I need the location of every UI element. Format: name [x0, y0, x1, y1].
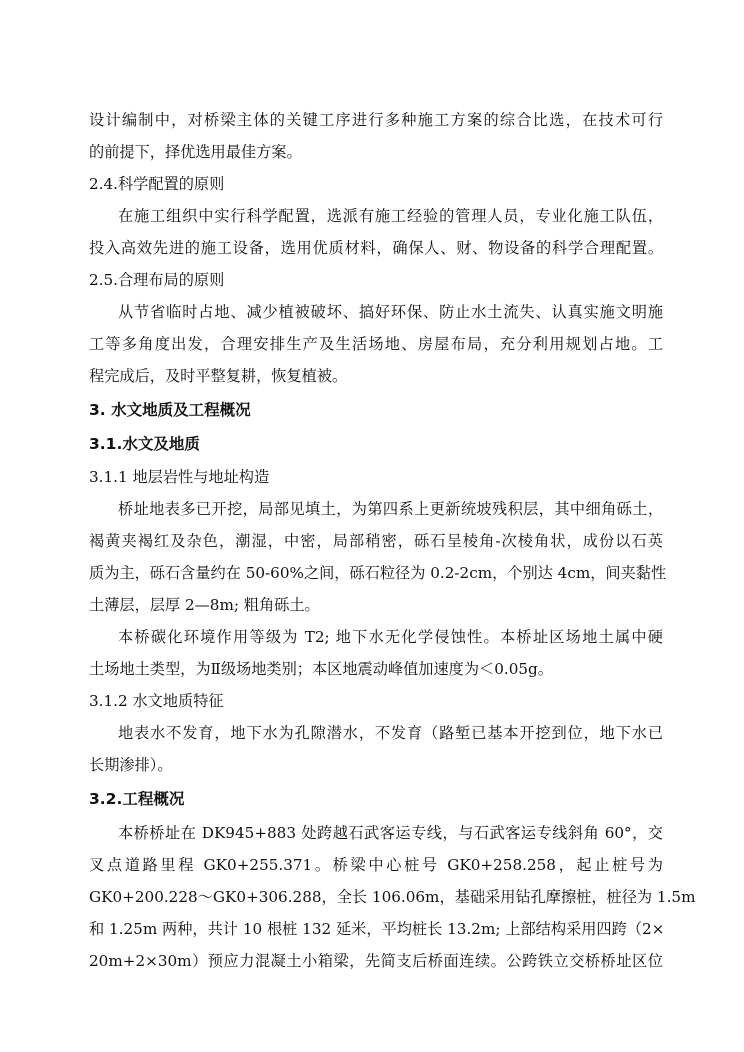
paragraph-line: 从节省临时占地、减少植被破坏、搞好环保、防止水土流失、认真实施文明施: [118, 303, 663, 321]
paragraph-line: 长期渗排）。: [89, 756, 173, 774]
paragraph-line: 和 1.25m 两种，共计 10 根桩 132 延米，平均桩长 13.2m; 上部结构采用四跨（2×: [89, 920, 665, 938]
paragraph-line: 地表水不发育，地下水为孔隙潜水，不发育（路堑已基本开挖到位，地下水已: [118, 724, 663, 742]
paragraph-line: 20m+2×30m）预应力混凝土小箱梁，先简支后桥面连续。公跨铁立交桥桥址区位: [89, 952, 663, 970]
paragraph-line: 投入高效先进的施工设备，选用优质材料，确保人、财、物设备的科学合理配置。: [89, 239, 663, 257]
section-heading-2-5: 2.5.合理布局的原则: [89, 271, 225, 289]
paragraph-line: 设计编制中，对桥梁主体的关键工序进行多种施工方案的综合比选，在技术可行: [89, 111, 663, 129]
paragraph-line: GK0+200.228～GK0+306.288，全长 106.06m，基础采用钻孔摩擦桩，桩径为 1.5m: [89, 888, 696, 906]
paragraph-line: 桥址地表多已开挖，局部见填土，为第四系上更新统坡残积层，其中细角砾土，: [118, 500, 663, 518]
chapter-heading-3: 3. 水文地质及工程概况: [89, 401, 251, 419]
section-heading-3-1: 3.1.水文及地质: [89, 435, 200, 453]
section-heading-3-2: 3.2.工程概况: [89, 790, 185, 808]
paragraph-line: 工等多角度出发，合理安排生产及生活场地、房屋布局，充分利用规划占地。工: [89, 335, 663, 353]
section-heading-3-1-1: 3.1.1 地层岩性与地址构造: [89, 468, 270, 486]
paragraph-line: 叉点道路里程 GK0+255.371。桥梁中心桩号 GK0+258.258，起止桩号为: [89, 856, 663, 874]
section-heading-3-1-2: 3.1.2 水文地质特征: [89, 692, 224, 710]
paragraph-line: 土薄层，层厚 2—8m; 粗角砾土。: [89, 596, 320, 614]
paragraph-line: 本桥碳化环境作用等级为 T2; 地下水无化学侵蚀性。本桥址区场地土属中硬: [118, 628, 663, 646]
section-heading-2-4: 2.4.科学配置的原则: [89, 175, 225, 193]
paragraph-line: 本桥桥址在 DK945+883 处跨越石武客运专线，与石武客运专线斜角 60°，交: [118, 824, 663, 842]
paragraph-line: 在施工组织中实行科学配置，选派有施工经验的管理人员，专业化施工队伍，: [118, 207, 663, 225]
paragraph-line: 褐黄夹褐红及杂色，潮湿，中密，局部稍密，砾石呈棱角-次棱角状，成份以石英: [89, 532, 663, 550]
paragraph-line: 土场地土类型，为Ⅱ级场地类别；本区地震动峰值加速度为＜0.05g。: [89, 660, 553, 678]
paragraph-line: 程完成后，及时平整复耕，恢复植被。: [89, 367, 348, 385]
paragraph-line: 质为主，砾石含量约在 50-60%之间，砾石粒径为 0.2-2cm，个别达 4cm，间夹黏性: [89, 564, 667, 582]
paragraph-line: 的前提下，择优选用最佳方案。: [89, 143, 302, 161]
